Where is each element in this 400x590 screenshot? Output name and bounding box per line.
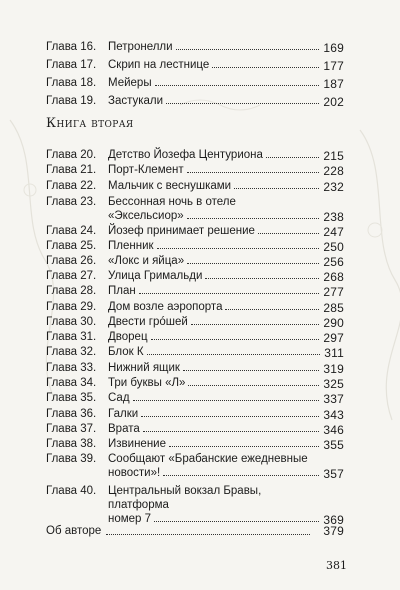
chapter-title-line1: Галки xyxy=(108,408,139,420)
chapter-label: Глава 31. xyxy=(46,331,97,343)
page-ref: 311 xyxy=(324,346,344,360)
leader-dots xyxy=(187,218,320,219)
leader-dots xyxy=(143,431,320,432)
chapter-title-line1: Мальчик с веснушками xyxy=(108,180,232,192)
page-ref: 250 xyxy=(323,240,344,254)
chapter-label: Глава 35. xyxy=(46,392,97,404)
chapter-label: Глава 36. xyxy=(46,408,97,420)
leader-dots xyxy=(183,370,319,371)
chapter-label: Глава 34. xyxy=(46,377,97,389)
chapter-label: Глава 20. xyxy=(46,149,97,161)
about-title: Об авторе xyxy=(46,525,102,537)
chapter-title xyxy=(108,179,308,193)
leader-dots xyxy=(169,446,319,447)
chapter-title xyxy=(108,345,308,359)
chapter-title xyxy=(108,361,308,375)
leader-dots xyxy=(163,475,319,476)
page-ref: 346 xyxy=(323,423,344,437)
chapter-title xyxy=(108,254,308,268)
chapter-label: Глава 24. xyxy=(46,225,97,237)
chapter-label: Глава 33. xyxy=(46,362,97,374)
leader-dots xyxy=(187,263,319,264)
chapter-title xyxy=(108,330,308,344)
chapter-title xyxy=(108,422,308,436)
chapter-title xyxy=(108,76,308,90)
about-page: 379 xyxy=(323,524,344,538)
chapter-title xyxy=(108,239,308,253)
leader-dots xyxy=(155,85,320,86)
chapter-title-line1: Бессонная ночь в отеле xyxy=(108,196,236,208)
chapter-label: Глава 29. xyxy=(46,301,97,313)
page-ref: 319 xyxy=(323,362,344,376)
chapter-label: Глава 28. xyxy=(46,285,97,297)
page-ref: 247 xyxy=(323,225,344,239)
leader-dots xyxy=(154,521,319,522)
chapter-label: Глава 19. xyxy=(46,95,97,107)
chapter-title xyxy=(108,284,308,298)
chapter-title xyxy=(108,148,308,162)
leader-dots xyxy=(187,172,320,173)
chapter-title-line1: Врата xyxy=(108,423,140,435)
chapter-title-line1: Сообщают «Брабанские ежедневные xyxy=(108,453,308,465)
chapter-label: Глава 32. xyxy=(46,346,97,358)
chapter-title xyxy=(108,376,308,390)
page-ref: 228 xyxy=(323,164,344,178)
chapter-title-line1: Извинение xyxy=(108,438,166,450)
page-ref: 187 xyxy=(323,77,344,91)
page-ref: 290 xyxy=(323,316,344,330)
chapter-title-line1: Блок К xyxy=(108,346,144,358)
chapter-title-line1: Йозеф принимает решение xyxy=(108,225,255,237)
chapter-title xyxy=(108,391,308,405)
page-ref: 238 xyxy=(323,210,344,224)
leader-dots xyxy=(151,339,320,340)
chapter-title xyxy=(108,484,308,526)
chapter-title xyxy=(108,40,308,54)
chapter-label: Глава 30. xyxy=(46,316,97,328)
leader-dots xyxy=(141,416,319,417)
leader-dots xyxy=(266,157,319,158)
chapter-label: Глава 39. xyxy=(46,453,97,465)
page-ref: 355 xyxy=(323,438,344,452)
section-title: Книга вторая xyxy=(46,116,134,131)
chapter-label: Глава 40. xyxy=(46,485,97,497)
page-ref: 277 xyxy=(323,285,344,299)
leader-dots xyxy=(205,278,319,279)
page-ref: 343 xyxy=(323,408,344,422)
chapter-title-line1: Скрип на лестнице xyxy=(108,59,210,71)
page-ref: 177 xyxy=(323,59,344,73)
chapter-title-line1: «Локс и яйца» xyxy=(108,255,185,267)
leader-dots xyxy=(133,400,320,401)
leader-dots xyxy=(157,248,320,249)
chapter-title-line1: Дом возле аэропорта xyxy=(108,301,223,313)
chapter-title-line1: Три буквы «Л» xyxy=(108,377,186,389)
chapter-label: Глава 23. xyxy=(46,196,97,208)
page-ref: 256 xyxy=(323,255,344,269)
chapter-title xyxy=(108,269,308,283)
leader-dots xyxy=(188,385,319,386)
chapter-title xyxy=(108,94,308,108)
chapter-label: Глава 38. xyxy=(46,438,97,450)
chapter-title-line2: «Эксельсиор» xyxy=(108,210,184,222)
page-ref: 268 xyxy=(323,270,344,284)
page-ref: 169 xyxy=(323,41,344,55)
chapter-title-line1: Пленник xyxy=(108,240,154,252)
chapter-title xyxy=(108,315,308,329)
chapter-label: Глава 17. xyxy=(46,59,97,71)
leader-dots xyxy=(258,233,319,234)
page-ref: 232 xyxy=(323,180,344,194)
chapter-title-line1: Порт-Клемент xyxy=(108,164,184,176)
leader-dots xyxy=(225,309,319,310)
page-ref: 202 xyxy=(323,95,344,109)
leader-dots xyxy=(191,324,320,325)
leader-dots xyxy=(139,293,320,294)
chapter-title xyxy=(108,224,308,238)
chapter-title xyxy=(108,437,308,451)
chapter-label: Глава 25. xyxy=(46,240,97,252)
page-ref: 297 xyxy=(323,331,344,345)
chapter-title-line1: Сад xyxy=(108,392,130,404)
chapter-title-line1: План xyxy=(108,285,136,297)
chapter-title-line1: Нижний ящик xyxy=(108,362,180,374)
chapter-title-line1: Дворец xyxy=(108,331,148,343)
chapter-title-line1: Детство Йозефа Центуриона xyxy=(108,149,263,161)
page-ref: 369 xyxy=(323,513,344,527)
page-ref: 325 xyxy=(323,377,344,391)
chapter-label: Глава 37. xyxy=(46,423,97,435)
chapter-label: Глава 16. xyxy=(46,41,97,53)
chapter-title-line1: Улица Гримальди xyxy=(108,270,203,282)
page-ref: 337 xyxy=(323,392,344,406)
leader-dots xyxy=(176,49,320,50)
chapter-title xyxy=(108,300,308,314)
page-number: 381 xyxy=(326,559,347,572)
chapter-title-line1: Двести грóшей xyxy=(108,316,188,328)
leader-dots xyxy=(106,534,310,535)
page-ref: 285 xyxy=(323,301,344,315)
page-ref: 215 xyxy=(323,149,344,163)
leader-dots xyxy=(212,67,319,68)
leader-dots xyxy=(147,354,321,355)
chapter-label: Глава 18. xyxy=(46,77,97,89)
chapter-title-line1: Петронелли xyxy=(108,41,173,53)
chapter-title xyxy=(108,163,308,177)
chapter-label: Глава 26. xyxy=(46,255,97,267)
chapter-title-line1: Центральный вокзал Бравы, платформа xyxy=(108,485,262,511)
chapter-title-line2: номер 7 xyxy=(108,513,152,525)
chapter-label: Глава 22. xyxy=(46,180,97,192)
chapter-label: Глава 27. xyxy=(46,270,97,282)
chapter-title-line1: Застукали xyxy=(108,95,164,107)
leader-dots xyxy=(166,103,319,104)
leader-dots xyxy=(234,188,319,189)
chapter-title-line1: Мейеры xyxy=(108,77,152,89)
chapter-title xyxy=(108,58,308,72)
chapter-title-line2: новости»! xyxy=(108,467,161,479)
chapter-title xyxy=(108,407,308,421)
chapter-label: Глава 21. xyxy=(46,164,97,176)
page-ref: 357 xyxy=(323,467,344,481)
